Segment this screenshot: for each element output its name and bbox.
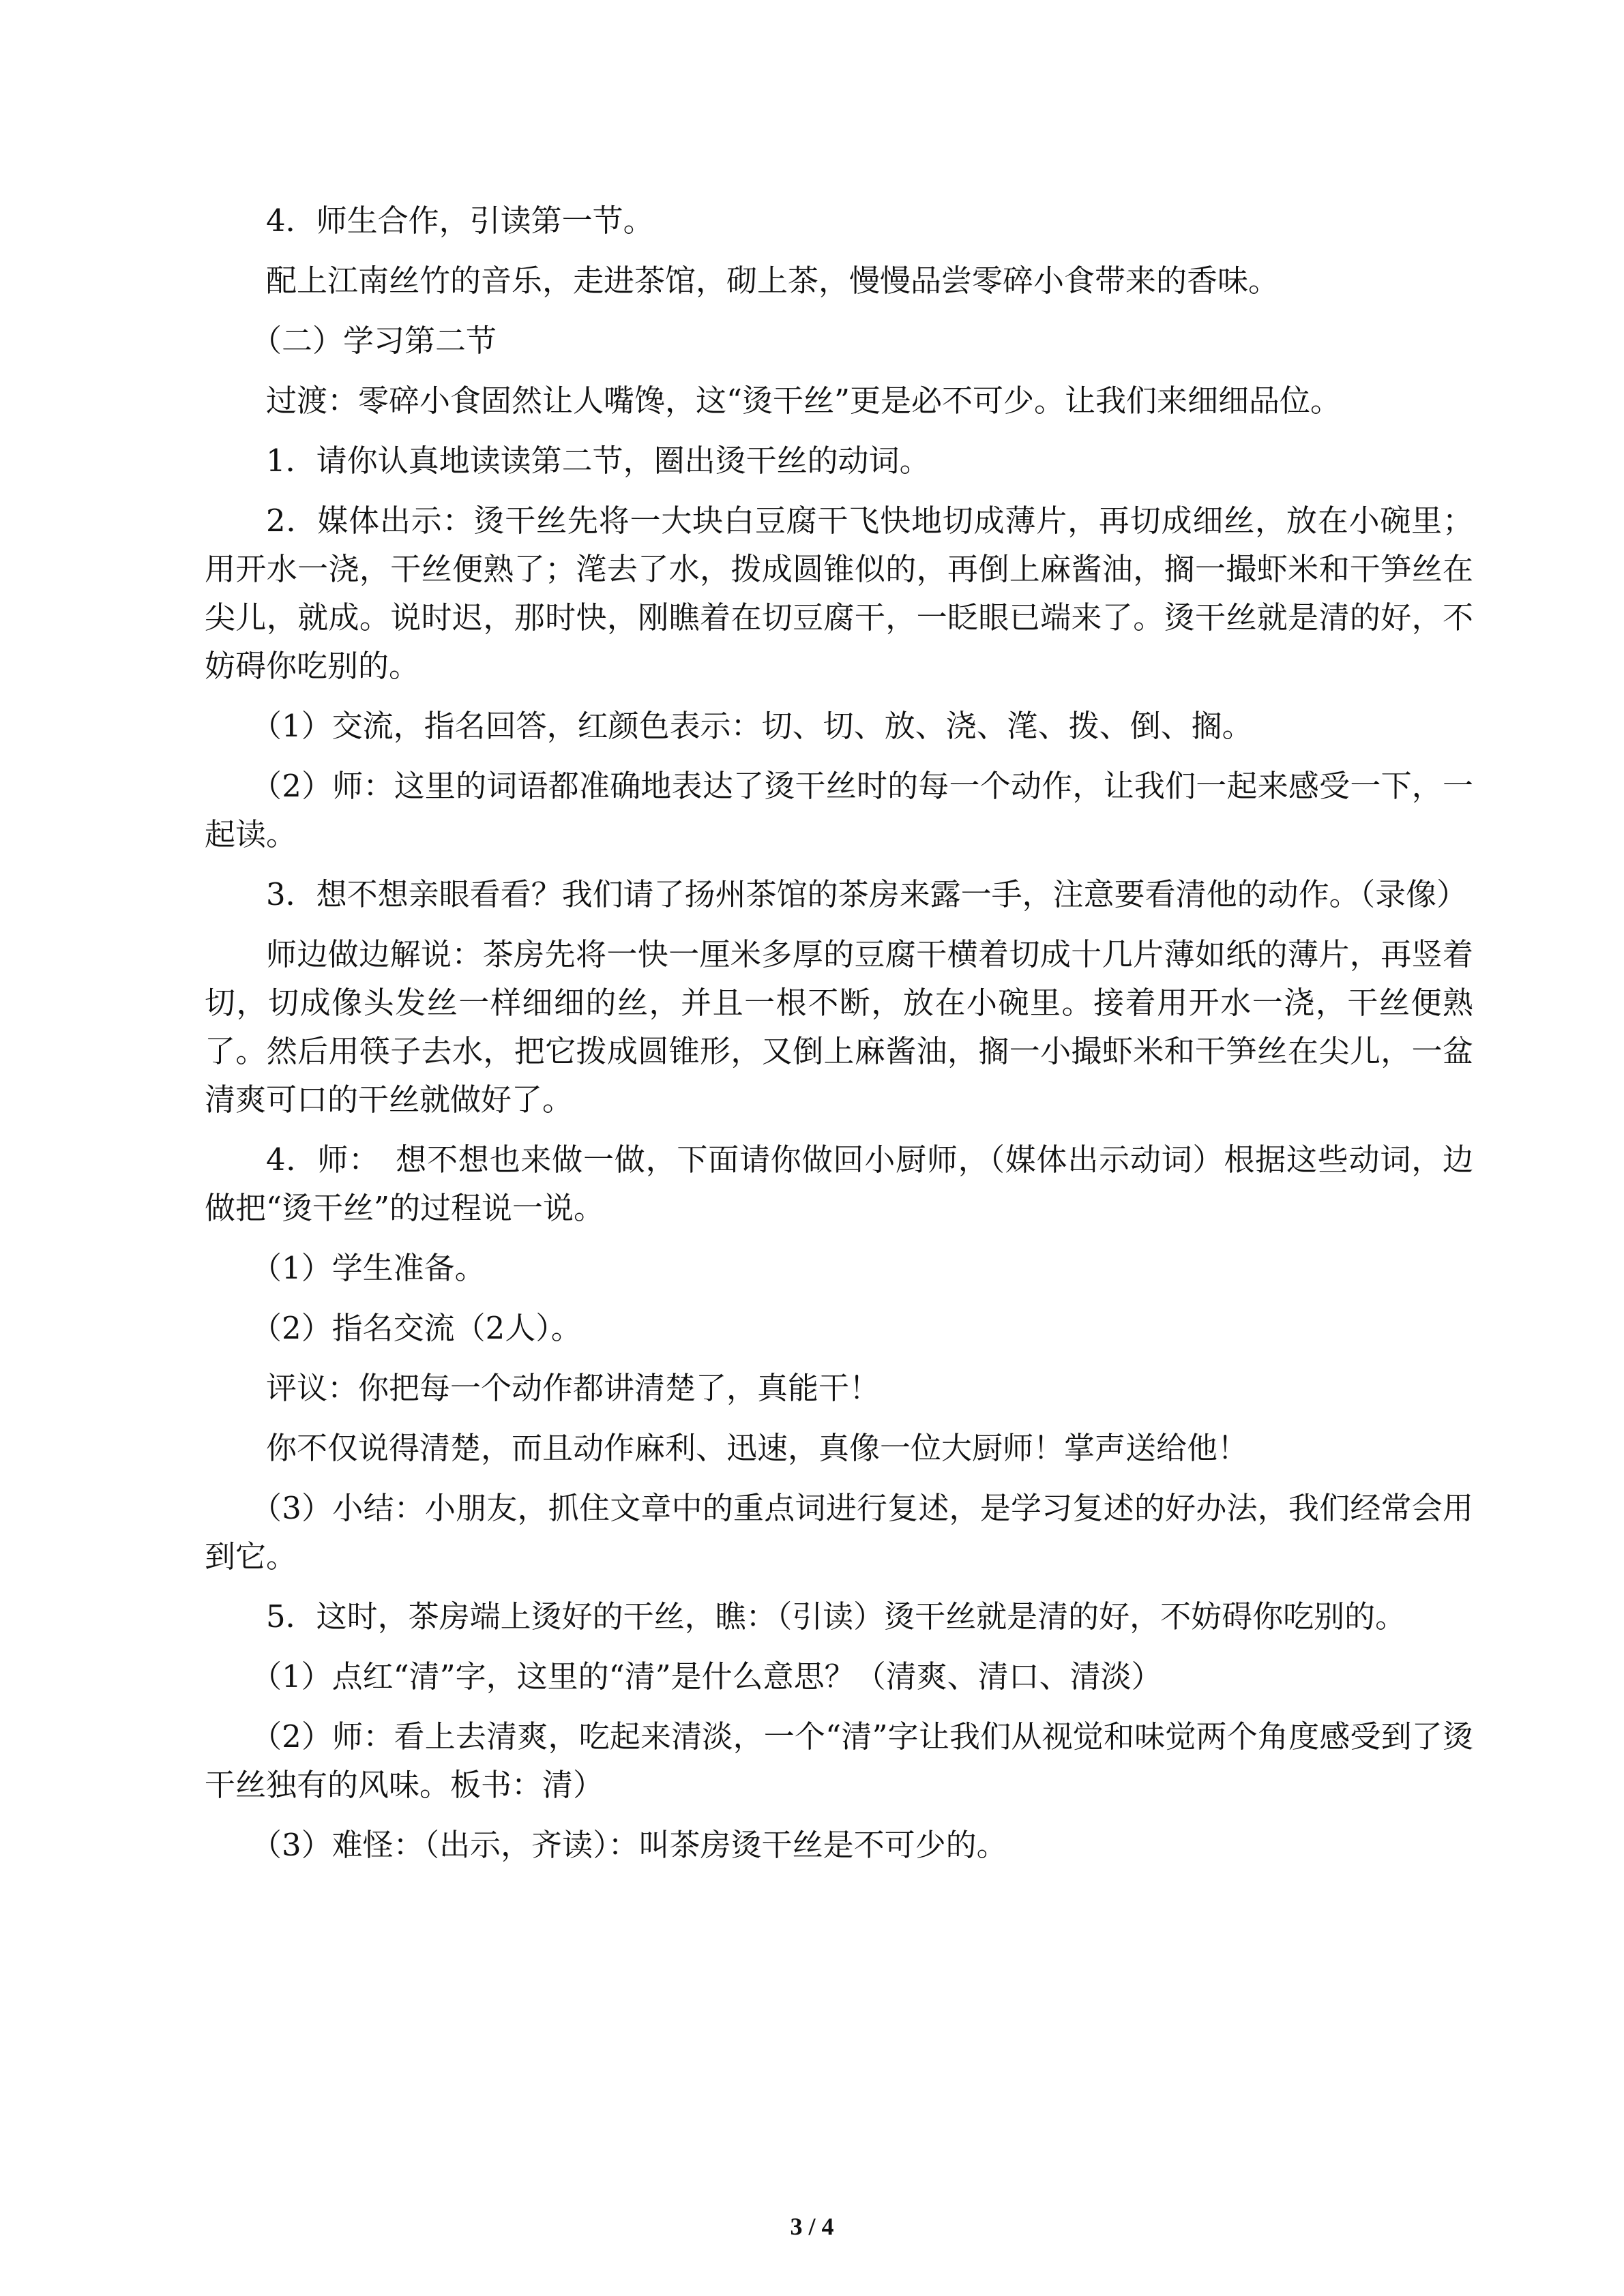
- paragraph: （1）学生准备。: [251, 1250, 486, 1286]
- paragraph: 2．媒体出示：烫干丝先将一大块白豆腐干飞快地切成薄片，再切成细丝，放在小碗里；用开水一浇，干丝便熟了；滗去了水，拨成圆锥似的，再倒上麻酱油，搁一撮虾米和干笋丝在尖儿，就成。说时迟，那时快，刚瞧着在切豆腐干，一眨眼已端来了。烫干丝就是清的好，不妨碍你吃别的。: [205, 503, 1473, 684]
- paragraph: （1）点红“清”字，这里的“清”是什么意思？（清爽、清口、清淡）: [251, 1658, 1162, 1695]
- paragraph: 配上江南丝竹的音乐，走进茶馆，砌上茶，慢慢品尝零碎小食带来的香味。: [266, 263, 1280, 299]
- paragraph: 评议：你把每一个动作都讲清楚了，真能干！: [266, 1370, 881, 1406]
- paragraph: 你不仅说得清楚，而且动作麻利、迅速，真像一位大厨师！掌声送给他！: [266, 1430, 1249, 1466]
- paragraph: 4．师生合作，引读第一节。: [266, 203, 654, 239]
- paragraph: （2）师：看上去清爽，吃起来清淡，一个“清”字让我们从视觉和味觉两个角度感受到了烫干丝独有的风味。板书：清）: [205, 1718, 1473, 1803]
- document-body: [205, 196, 1473, 1881]
- paragraph: 5．这时，茶房端上烫好的干丝，瞧：（引读）烫干丝就是清的好，不妨碍你吃别的。: [266, 1598, 1406, 1635]
- paragraph: 师边做边解说：茶房先将一快一厘米多厚的豆腐干横着切成十几片薄如纸的薄片，再竖着切，切成像头发丝一样细细的丝，并且一根不断，放在小碗里。接着用开水一浇，干丝便熟了。然后用筷子去水，把它拨成圆锥形，又倒上麻酱油，搁一小撮虾米和干笋丝在尖儿，一盆清爽可口的干丝就做好了。: [205, 936, 1473, 1118]
- section-heading: （二）学习第二节: [251, 323, 497, 359]
- paragraph: （2）指名交流（2人）。: [251, 1310, 582, 1346]
- paragraph: （3）小结：小朋友，抓住文章中的重点词进行复述，是学习复述的好办法，我们经常会用到它。: [205, 1490, 1473, 1575]
- page-number: 3 / 4: [790, 2213, 834, 2240]
- paragraph: （1）交流，指名回答，红颜色表示：切、切、放、浇、滗、拨、倒、搁。: [251, 708, 1253, 744]
- paragraph: （2）师：这里的词语都准确地表达了烫干丝时的每一个动作，让我们一起来感受一下，一起读。: [205, 768, 1473, 852]
- paragraph: 4．师： 想不想也来做一做，下面请你做回小厨师，（媒体出示动词）根据这些动词，边做把“烫干丝”的过程说一说。: [205, 1142, 1473, 1226]
- paragraph: （3）难怪：（出示，齐读）：叫茶房烫干丝是不可少的。: [251, 1827, 1007, 1863]
- paragraph: 3．想不想亲眼看看？我们请了扬州茶馆的茶房来露一手，注意要看清他的动作。（录像）: [266, 876, 1468, 912]
- paragraph: 过渡：零碎小食固然让人嘴馋，这“烫干丝”更是必不可少。让我们来细细品位。: [266, 383, 1342, 419]
- paragraph: 1．请你认真地读读第二节，圈出烫干丝的动词。: [266, 443, 930, 479]
